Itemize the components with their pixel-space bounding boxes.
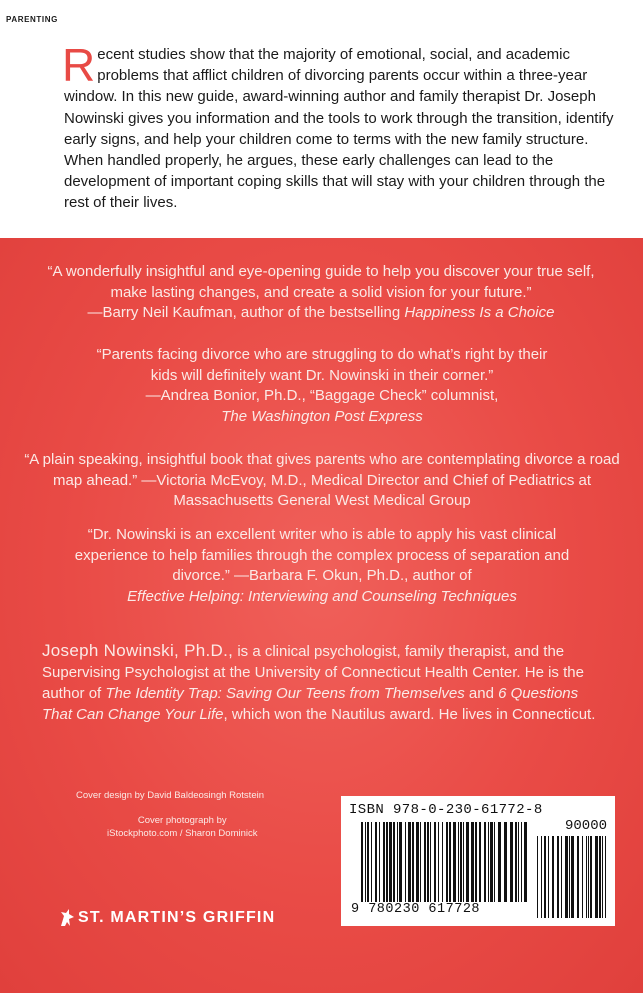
barcode-bar (515, 822, 517, 902)
barcode-bar (424, 822, 426, 902)
barcode-bar (434, 822, 436, 902)
cover-photo-credit (107, 814, 257, 840)
barcode-bar (510, 822, 513, 902)
barcode-bar (552, 836, 554, 918)
barcode-bar (427, 822, 429, 902)
isbn-barcode (341, 796, 615, 926)
barcode-bar (577, 836, 579, 918)
barcode-bar (595, 836, 598, 918)
barcode-bar (561, 836, 562, 918)
barcode-bar (460, 822, 462, 902)
barcode-bar (393, 822, 395, 902)
barcode-bar (494, 822, 495, 902)
author-name: Joseph Nowinski, Ph.D., (42, 641, 234, 660)
barcode-bar (361, 822, 363, 902)
barcode-bar (399, 822, 402, 902)
blurb-1-text: “A wonderfully insightful and eye-opening guide to help you discover your true self, make lasting changes, and create a solid vision for your future.” (47, 263, 595, 301)
barcode-bar (383, 822, 385, 902)
barcode-bar (498, 822, 501, 902)
addon-code: 90000 (564, 818, 607, 834)
category-label: PARENTING (6, 15, 58, 24)
barcode-bar (416, 822, 419, 902)
barcode-bar (541, 836, 542, 918)
synopsis-panel (0, 0, 643, 238)
barcode-bar (479, 822, 481, 902)
barcode-bar (386, 822, 388, 902)
barcode-bar (586, 836, 587, 918)
barcode-bar (420, 822, 421, 902)
bio-book-2: 6 Questions That Can Change Your Life (42, 685, 579, 723)
barcode-bar (408, 822, 411, 902)
synopsis-body: ecent studies show that the majority of emotional, social, and academic problems that afflict children of divorcing parents occur within a three-year window. In this new guide, award-winning author and family therapist Dr. Joseph Nowinski gives you information and the tools to work through the transition, identify early signs, and help your children come to terms with the new family structure. When handled properly, he argues, these early challenges can lead to the development of important coping skills that will stay with your children through the rest of their lives. (64, 46, 614, 212)
barcode-bar (412, 822, 414, 902)
bio-book-1: The Identity Trap: Saving Our Teens from Themselves (105, 685, 465, 702)
barcode-bar (571, 836, 574, 918)
barcode-bar (569, 836, 570, 918)
blurb-2-text: “Parents facing divorce who are struggling to do what’s right by their kids will definitely want Dr. Nowinski in their corner.” (96, 346, 548, 384)
barcode-bar (582, 836, 583, 918)
blurb-2-attribution: —Andrea Bonior, Ph.D., “Baggage Check” columnist, (145, 387, 499, 404)
blurb-2-work: The Washington Post Express (221, 407, 423, 425)
barcode-bar (405, 822, 406, 902)
barcode-bar (504, 822, 507, 902)
photo-credit-source: iStockphoto.com / Sharon Dominick (107, 828, 258, 839)
barcode-bar (490, 822, 493, 902)
barcode-bar (475, 822, 477, 902)
barcode-bar (565, 836, 568, 918)
blurb-3-attribution: —Victoria McEvoy, M.D., Medical Director and Chief of Pediatrics at Massachusetts General West Medical Group (137, 471, 591, 509)
barcode-bar (524, 822, 527, 902)
drop-cap: R (62, 39, 96, 91)
barcode-bar (548, 836, 549, 918)
blurb-quote-4 (72, 525, 572, 607)
barcode-bar (471, 822, 474, 902)
barcode-bar (438, 822, 439, 902)
publisher-imprint (58, 908, 275, 928)
barcode-bar (544, 836, 546, 918)
bio-text-1: is a clinical psychologist, family therapist, and the Supervising Psychologist at the University of Connecticut Health Center. He is the author of (42, 643, 584, 702)
blurb-quote-2 (96, 345, 548, 427)
griffin-logo-icon (58, 908, 76, 928)
barcode-bar (446, 822, 448, 902)
barcode-bar (458, 822, 459, 902)
barcode-bar (557, 836, 559, 918)
barcode-bar (375, 822, 377, 902)
blurb-1-attribution: —Barry Neil Kaufman, author of the bestselling (87, 304, 405, 321)
barcode-bar (537, 836, 538, 918)
blurb-4-work: Effective Helping: Interviewing and Counseling Techniques (127, 587, 517, 605)
barcode-bar (602, 836, 603, 918)
barcode-bar (379, 822, 380, 902)
barcode-bar (430, 822, 431, 902)
barcode-bar (449, 822, 451, 902)
barcode-bar (518, 822, 519, 902)
photo-credit-label: Cover photograph by (137, 815, 227, 826)
barcode-bar (488, 822, 489, 902)
barcode-bar (371, 822, 372, 902)
barcode-bar (397, 822, 398, 902)
barcode-bar (463, 822, 464, 902)
blurb-quote-1 (36, 262, 606, 324)
isbn-label: ISBN 978-0-230-61772-8 (349, 802, 543, 818)
barcode-bar (442, 822, 443, 902)
bio-text-2: and (464, 685, 499, 702)
blurb-4-attribution: —Barbara F. Okun, Ph.D., author of (229, 567, 472, 584)
barcode-bar (466, 822, 469, 902)
blurb-1-work: Happiness Is a Choice (404, 304, 555, 321)
ean-digits: 9 780230 617728 (351, 902, 481, 917)
bio-text-3: , which won the Nautilus award. He lives in Connecticut. (223, 706, 596, 723)
cover-design-credit: Cover design by David Baldeosingh Rotstein (76, 790, 264, 801)
barcode-bar (365, 822, 366, 902)
blurb-4-text: “Dr. Nowinski is an excellent writer who is able to apply his vast clinical experience to help families through the complex process of separation and divorce.” (74, 526, 570, 584)
blurb-quote-3 (24, 450, 620, 512)
barcode-bar (605, 836, 606, 918)
barcode-bar (590, 836, 592, 918)
barcode-bar (367, 822, 369, 902)
barcode-bar (588, 836, 589, 918)
blurb-3-text: “A plain speaking, insightful book that gives parents who are contemplating divorce a road map ahead.” (24, 451, 620, 489)
barcode-bar (389, 822, 392, 902)
author-bio (42, 640, 612, 725)
synopsis-text (62, 39, 616, 214)
publisher-name: ST. MARTIN’S GRIFFIN (78, 909, 276, 926)
barcode-bar (521, 822, 522, 902)
barcode-bar (599, 836, 601, 918)
barcode-bar (453, 822, 456, 902)
barcode-bar (484, 822, 486, 902)
